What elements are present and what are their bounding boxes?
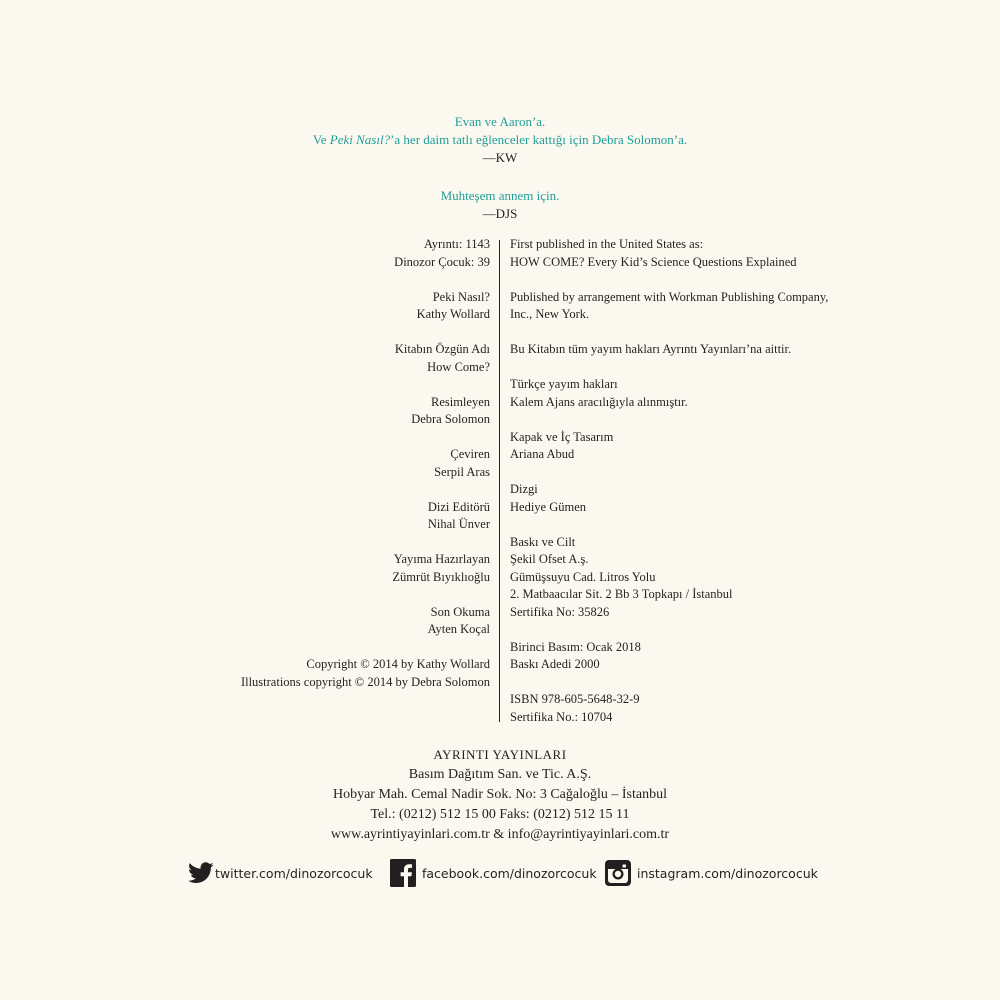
credit-block — [510, 289, 910, 324]
instagram-link — [605, 857, 818, 889]
credit-block — [190, 551, 490, 586]
credit-block — [190, 499, 490, 534]
publisher-phone: Tel.: (0212) 512 15 00 Faks: (0212) 512 15 11 — [370, 807, 630, 822]
facebook-link — [390, 857, 597, 889]
publisher-address: Hobyar Mah. Cemal Nadir Sok. No: 3 Cağaloğlu – İstanbul — [332, 787, 667, 802]
dedication-kw — [0, 113, 1000, 167]
credit-line: Dizi Editörü — [427, 499, 490, 514]
credit-line: Serpil Aras — [434, 464, 490, 479]
credit-line: Published by arrangement with Workman Publishing Company, — [510, 289, 829, 304]
credit-line: Peki Nasıl? — [432, 289, 490, 304]
credit-line: Resimleyen — [430, 394, 490, 409]
credit-block — [190, 656, 490, 691]
credit-line: Kathy Wollard — [416, 307, 490, 321]
credit-block — [190, 236, 490, 271]
credit-line: Son Okuma — [430, 604, 490, 619]
facebook-url: facebook.com/dinozorcocuk — [422, 865, 597, 881]
twitter-url: twitter.com/dinozorcocuk — [215, 865, 373, 881]
credit-line: Baskı ve Cilt — [510, 534, 576, 549]
credit-block — [510, 691, 910, 726]
credit-line: Dizgi — [510, 482, 538, 496]
credit-line: Sertifika No.: 10704 — [510, 709, 613, 724]
instagram-url: instagram.com/dinozorcocuk — [637, 865, 818, 881]
instagram-camera-icon — [605, 860, 631, 886]
dedication-line: Evan ve Aaron’a. — [454, 114, 546, 129]
credits-left-column — [190, 236, 490, 691]
credit-line: Kapak ve İç Tasarım — [510, 429, 614, 444]
publisher-name: AYRINTI YAYINLARI — [433, 747, 567, 762]
credit-line: Inc., New York. — [510, 307, 590, 321]
twitter-bird-icon — [188, 862, 214, 884]
publisher-info — [0, 745, 1000, 845]
credit-block — [510, 481, 910, 516]
credit-line: Birinci Basım: Ocak 2018 — [510, 639, 641, 654]
credit-block — [510, 639, 910, 674]
credit-line: Hediye Gümen — [510, 499, 587, 514]
credit-line: Gümüşsuyu Cad. Litros Yolu — [510, 569, 656, 584]
twitter-link — [188, 857, 373, 889]
credit-line: Debra Solomon — [411, 412, 490, 426]
credit-line: Copyright © 2014 by Kathy Wollard — [306, 657, 490, 671]
credit-line: Çeviren — [450, 447, 490, 461]
dedication-signature: —DJS — [482, 206, 518, 221]
credit-line: ISBN 978-605-5648-32-9 — [510, 692, 640, 706]
credit-line: HOW COME? Every Kid’s Science Questions Explained — [510, 254, 797, 269]
dedication-line: Muhteşem annem için. — [440, 188, 560, 203]
credit-block — [510, 236, 910, 271]
credits-right-column — [510, 236, 910, 726]
credit-line: Ayten Koçal — [427, 622, 490, 636]
credit-line: Baskı Adedi 2000 — [510, 657, 600, 671]
publisher-web: www.ayrintiyayinlari.com.tr & info@ayrintiyayinlari.com.tr — [330, 827, 670, 842]
credit-line: Bu Kitabın tüm yayım hakları Ayrıntı Yayınları’na aittir. — [510, 342, 792, 356]
credit-line: Zümrüt Bıyıklıoğlu — [392, 569, 490, 584]
credit-line: Kalem Ajans aracılığıyla alınmıştır. — [510, 394, 688, 409]
credit-line: Şekil Ofset A.ş. — [510, 552, 589, 566]
dedication-djs — [0, 187, 1000, 223]
dedication-signature: —KW — [482, 150, 518, 165]
credit-line: Kitabın Özgün Adı — [394, 342, 490, 356]
credit-line: Dinozor Çocuk: 39 — [394, 254, 490, 269]
social-links — [0, 857, 1000, 889]
credit-line: Illustrations copyright © 2014 by Debra Solomon — [240, 674, 490, 689]
book-title-italic: Peki Nasıl? — [329, 132, 391, 147]
credit-block — [190, 341, 490, 376]
credit-line: 2. Matbaacılar Sit. 2 Bb 3 Topkapı / İstanbul — [510, 587, 733, 601]
credit-block — [190, 289, 490, 324]
dedication-text: Ve — [312, 132, 330, 147]
publisher-company: Basım Dağıtım San. ve Tic. A.Ş. — [408, 767, 592, 782]
credit-line: How Come? — [427, 359, 490, 374]
credit-block — [510, 376, 910, 411]
credit-line: Ayrıntı: 1143 — [423, 237, 490, 251]
dedication-text: ’a her daim tatlı eğlenceler kattığı için Debra Solomon’a. — [390, 132, 688, 147]
dedication-line — [0, 131, 1000, 149]
credit-line: Ariana Abud — [510, 447, 575, 461]
facebook-f-icon — [390, 859, 416, 887]
credit-line: First published in the United States as: — [510, 237, 704, 251]
credit-block — [190, 604, 490, 639]
credit-block — [190, 446, 490, 481]
credit-block — [190, 394, 490, 429]
column-divider — [499, 240, 500, 722]
credit-block — [510, 534, 910, 622]
credit-line: Yayıma Hazırlayan — [393, 552, 490, 566]
credit-line: Nihal Ünver — [427, 517, 490, 531]
credit-line: Sertifika No: 35826 — [510, 604, 610, 619]
credit-line: Türkçe yayım hakları — [510, 377, 618, 391]
credit-block — [510, 341, 910, 359]
credit-block — [510, 429, 910, 464]
